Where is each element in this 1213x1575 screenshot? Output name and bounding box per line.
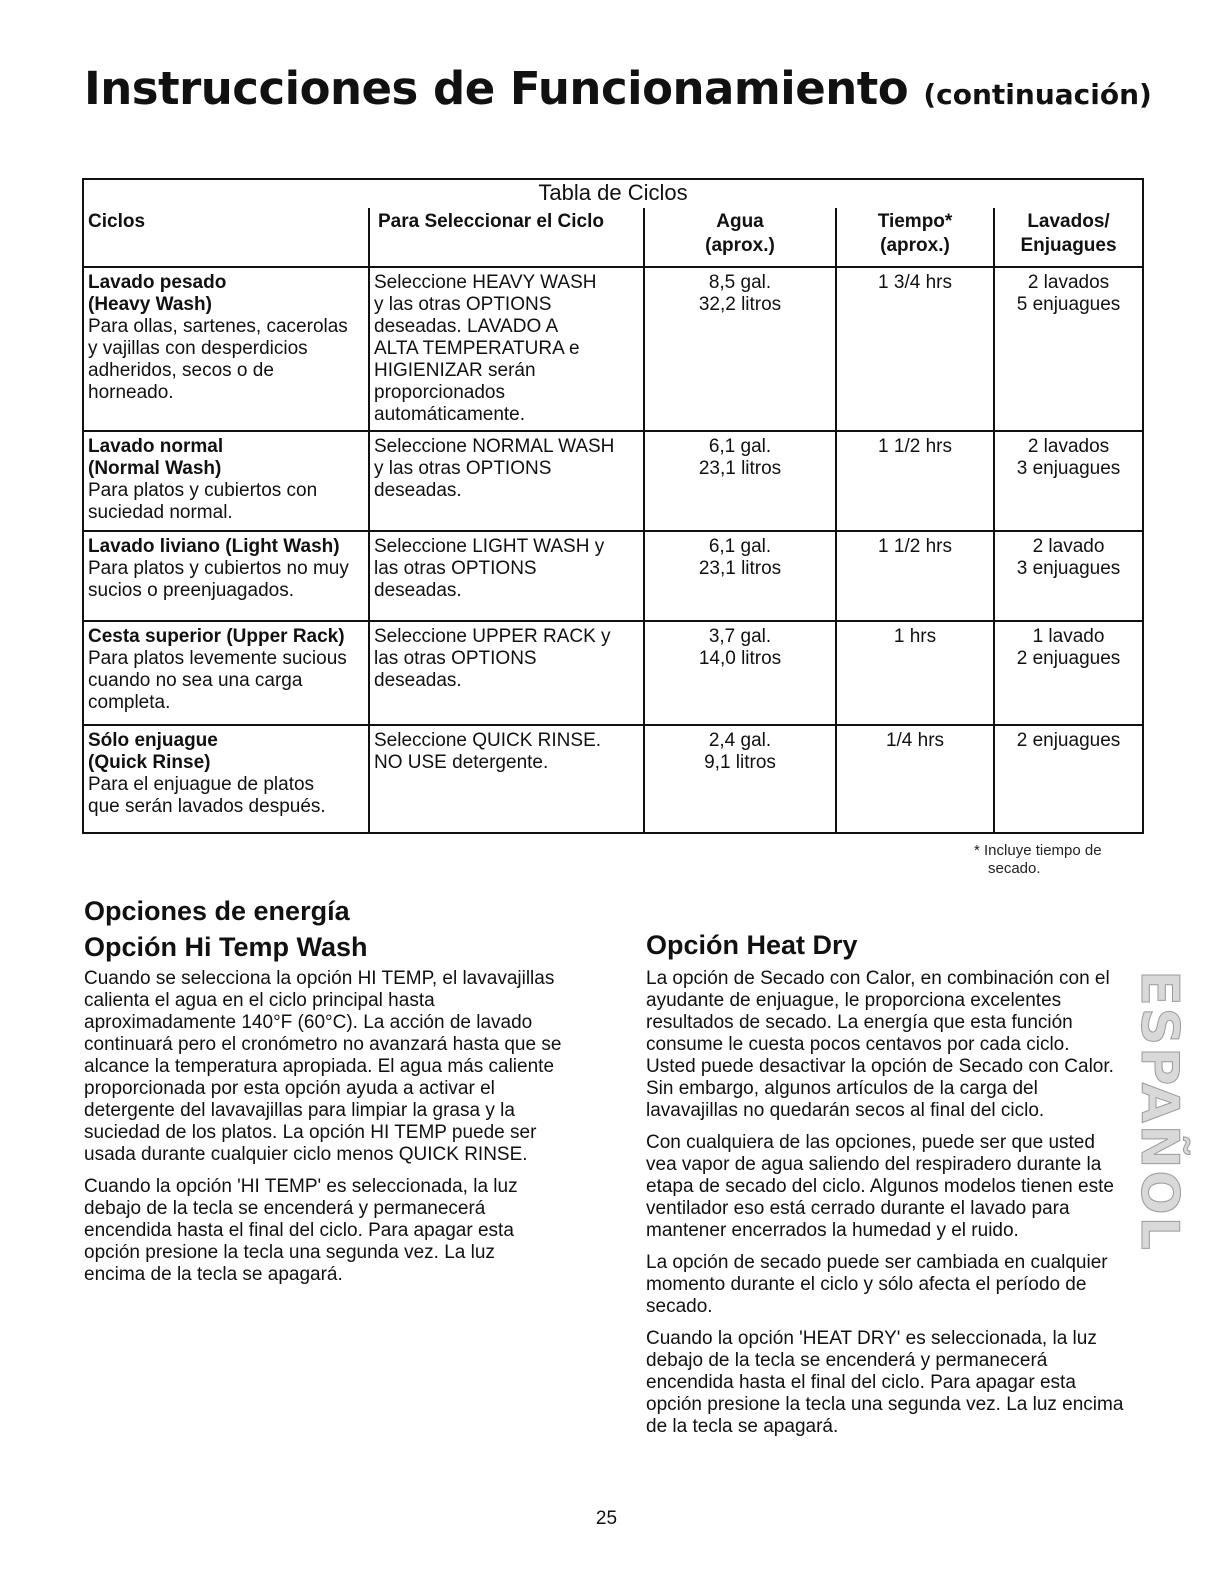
text-line: 6,1 gal.: [708, 436, 772, 457]
text-line: (Heavy Wash): [88, 294, 212, 315]
col-header-water: Agua (aprox.): [644, 208, 836, 267]
text-line: lavavajillas no quedarán secos al final del ciclo.: [646, 1100, 1045, 1121]
text-line: 3,7 gal.: [708, 626, 772, 647]
text-line: La opción de secado puede ser cambiada en cualquier: [646, 1252, 1108, 1273]
text-line: 5 enjuagues: [1016, 294, 1121, 315]
page-title: [84, 62, 1152, 115]
text-line: Seleccione LIGHT WASH y: [374, 536, 605, 557]
text-line: cuando no sea una carga: [88, 670, 303, 691]
title-main: Instrucciones de Funcionamiento: [84, 62, 909, 115]
text-line: Para platos levemente sucious: [88, 648, 347, 669]
text-line: que serán lavados después.: [88, 796, 326, 817]
text-line: las otras OPTIONS: [374, 558, 537, 579]
table-caption: Tabla de Ciclos: [83, 179, 1143, 208]
text-line: suciedad normal.: [88, 502, 233, 523]
text-line: detergente del lavavajillas para limpiar la grasa y la: [84, 1100, 515, 1121]
text-line: mantener encerrados la humedad y el ruido.: [646, 1220, 1019, 1241]
text-line: 32,2 litros: [698, 294, 782, 315]
text-line: sucios o preenjuagados.: [88, 580, 294, 601]
water-cell: [644, 431, 836, 531]
cycle-name-cell: [83, 267, 369, 431]
table-row: [83, 431, 1143, 531]
text-line: Seleccione UPPER RACK y: [374, 626, 611, 647]
text-line: y las otras OPTIONS: [374, 458, 552, 479]
text-line: 2 lavados: [1027, 436, 1110, 457]
text-line: encendida hasta el final del ciclo. Para apagar esta: [84, 1220, 514, 1241]
text-line: deseadas.: [374, 480, 462, 501]
page-number: 25: [595, 1508, 618, 1529]
select-cycle-cell: [369, 725, 644, 833]
text-line: encendida hasta el final del ciclo. Para apagar esta: [646, 1372, 1076, 1393]
text-line: 14,0 litros: [698, 648, 782, 669]
cycle-rows: [83, 267, 1143, 833]
cycle-name-cell: [83, 725, 369, 833]
time-cell: 1 hrs: [836, 621, 994, 725]
paragraph: [646, 1252, 1146, 1318]
paragraph: [646, 1328, 1146, 1438]
paragraph: [84, 968, 604, 1166]
text-line: usada durante cualquier ciclo menos QUICK RINSE.: [84, 1144, 528, 1165]
select-cycle-cell: [369, 267, 644, 431]
water-cell: [644, 725, 836, 833]
text-line: 2 lavados: [1027, 272, 1110, 293]
text-line: aproximadamente 140°F (60°C). La acción de lavado: [84, 1012, 533, 1033]
text-line: debajo de la tecla se encenderá y permanecerá: [646, 1350, 1048, 1371]
washes-rinses-cell: [994, 621, 1143, 725]
text-line: 2 enjuagues: [1016, 648, 1121, 669]
cycle-name-cell: [83, 531, 369, 621]
footnote-line: secado.: [988, 860, 1041, 877]
time-cell: 1 1/2 hrs: [836, 531, 994, 621]
col-header-washes: Lavados/ Enjuagues: [994, 208, 1143, 267]
text-line: Seleccione HEAVY WASH: [374, 272, 597, 293]
text-line: 2 lavado: [1032, 536, 1105, 557]
footnote-line: * Incluye tiempo de: [974, 842, 1102, 859]
text-line: deseadas.: [374, 580, 462, 601]
text-line: encima de la tecla se apagará.: [84, 1264, 343, 1285]
text-line: Lavado liviano (Light Wash): [88, 536, 340, 557]
text-line: debajo de la tecla se encenderá y permanecerá: [84, 1198, 486, 1219]
hi-temp-text: [84, 968, 604, 1296]
text-line: proporcionada por esta opción ayuda a activar el: [84, 1078, 495, 1099]
text-line: y las otras OPTIONS: [374, 294, 552, 315]
text-line: 1 lavado: [1032, 626, 1105, 647]
text-line: las otras OPTIONS: [374, 648, 537, 669]
cycle-name-cell: [83, 431, 369, 531]
paragraph: [646, 1132, 1146, 1242]
text-line: ayudante de enjuague, le proporciona excelentes: [646, 990, 1062, 1011]
text-line: La opción de Secado con Calor, en combinación con el: [646, 968, 1110, 989]
text-line: deseadas. LAVADO A: [374, 316, 559, 337]
text-line: vea vapor de agua saliendo del respiradero durante la: [646, 1154, 1102, 1175]
col-header-time: Tiempo* (aprox.): [836, 208, 994, 267]
footnote: [974, 842, 1102, 878]
col-header-select: Para Seleccionar el Ciclo: [369, 208, 644, 267]
cycle-name-cell: [83, 621, 369, 725]
text-line: opción presione la tecla una segunda vez. La luz encima: [646, 1394, 1124, 1415]
title-continuation: (continuación): [923, 78, 1152, 111]
text-line: 6,1 gal.: [708, 536, 772, 557]
language-tab-label: ESPAÑOL: [1129, 970, 1189, 1252]
text-line: Sin embargo, algunos artículos de la carga del: [646, 1078, 1038, 1099]
text-line: HIGIENIZAR serán: [374, 360, 536, 381]
text-line: 2,4 gal.: [708, 730, 772, 751]
col-header-cycles: Ciclos: [83, 208, 369, 267]
text-line: Seleccione NORMAL WASH: [374, 436, 615, 457]
table-row: [83, 531, 1143, 621]
washes-rinses-cell: [994, 267, 1143, 431]
text-line: resultados de secado. La energía que esta función: [646, 1012, 1073, 1033]
time-cell: 1 1/2 hrs: [836, 431, 994, 531]
text-line: continuará pero el cronómetro no avanzará hasta que se: [84, 1034, 562, 1055]
washes-rinses-cell: [994, 431, 1143, 531]
text-line: Sólo enjuague: [88, 730, 218, 751]
cycle-table: [82, 178, 1144, 834]
text-line: Para platos y cubiertos con: [88, 480, 318, 501]
text-line: Cuando la opción 'HEAT DRY' es seleccionada, la luz: [646, 1328, 1097, 1349]
text-line: 2 enjuagues: [1016, 730, 1121, 751]
select-cycle-cell: [369, 531, 644, 621]
text-line: automáticamente.: [374, 404, 526, 425]
text-line: 3 enjuagues: [1016, 558, 1121, 579]
text-line: ALTA TEMPERATURA e: [374, 338, 580, 359]
text-line: Usted puede desactivar la opción de Secado con Calor.: [646, 1056, 1114, 1077]
select-cycle-cell: [369, 621, 644, 725]
text-line: secado.: [646, 1296, 713, 1317]
text-line: Cesta superior (Upper Rack): [88, 626, 345, 647]
water-cell: [644, 267, 836, 431]
text-line: Seleccione QUICK RINSE.: [374, 730, 602, 751]
paragraph: [646, 968, 1146, 1122]
text-line: Para platos y cubiertos no muy: [88, 558, 349, 579]
text-line: Para ollas, sartenes, cacerolas: [88, 316, 348, 337]
heat-dry-heading: Opción Heat Dry: [646, 930, 858, 960]
text-line: momento durante el ciclo y sólo afecta el período de: [646, 1274, 1087, 1295]
text-line: horneado.: [88, 382, 174, 403]
water-cell: [644, 621, 836, 725]
paragraph: [84, 1176, 604, 1286]
text-line: 8,5 gal.: [708, 272, 772, 293]
table-row: [83, 621, 1143, 725]
text-line: deseadas.: [374, 670, 462, 691]
water-cell: [644, 531, 836, 621]
text-line: Cuando la opción 'HI TEMP' es seleccionada, la luz: [84, 1176, 518, 1197]
text-line: alcance la temperatura apropiada. El agua más caliente: [84, 1056, 555, 1077]
text-line: 9,1 litros: [704, 752, 776, 773]
text-line: Lavado pesado: [88, 272, 227, 293]
text-line: completa.: [88, 692, 171, 713]
text-line: 23,1 litros: [698, 558, 782, 579]
table-row: [83, 725, 1143, 833]
text-line: y vajillas con desperdicios: [88, 338, 308, 359]
text-line: calienta el agua en el ciclo principal hasta: [84, 990, 435, 1011]
time-cell: 1/4 hrs: [836, 725, 994, 833]
text-line: etapa de secado del ciclo. Algunos modelos tienen este: [646, 1176, 1114, 1197]
table-row: [83, 267, 1143, 431]
text-line: Para el enjuague de platos: [88, 774, 315, 795]
text-line: (Normal Wash): [88, 458, 222, 479]
text-line: (Quick Rinse): [88, 752, 211, 773]
text-line: Lavado normal: [88, 436, 224, 457]
text-line: consume le cuesta pocos centavos por cada ciclo.: [646, 1034, 1070, 1055]
text-line: Cuando se selecciona la opción HI TEMP, el lavavajillas: [84, 968, 555, 989]
time-cell: 1 3/4 hrs: [836, 267, 994, 431]
select-cycle-cell: [369, 431, 644, 531]
text-line: Con cualquiera de las opciones, puede ser que usted: [646, 1132, 1095, 1153]
language-tab: [1129, 970, 1189, 1252]
text-line: NO USE detergente.: [374, 752, 549, 773]
washes-rinses-cell: [994, 531, 1143, 621]
text-line: de la tecla se apagará.: [646, 1416, 839, 1437]
heat-dry-text: [646, 968, 1146, 1448]
washes-rinses-cell: [994, 725, 1143, 833]
text-line: proporcionados: [374, 382, 505, 403]
energy-options-heading: Opciones de energía: [84, 896, 350, 926]
text-line: opción presione la tecla una segunda vez. La luz: [84, 1242, 495, 1263]
text-line: suciedad de los platos. La opción HI TEMP puede ser: [84, 1122, 537, 1143]
text-line: 23,1 litros: [698, 458, 782, 479]
text-line: ventilador eso está cerrado durante el lavado para: [646, 1198, 1070, 1219]
text-line: 3 enjuagues: [1016, 458, 1121, 479]
text-line: adheridos, secos o de: [88, 360, 274, 381]
hi-temp-heading: Opción Hi Temp Wash: [84, 932, 368, 962]
